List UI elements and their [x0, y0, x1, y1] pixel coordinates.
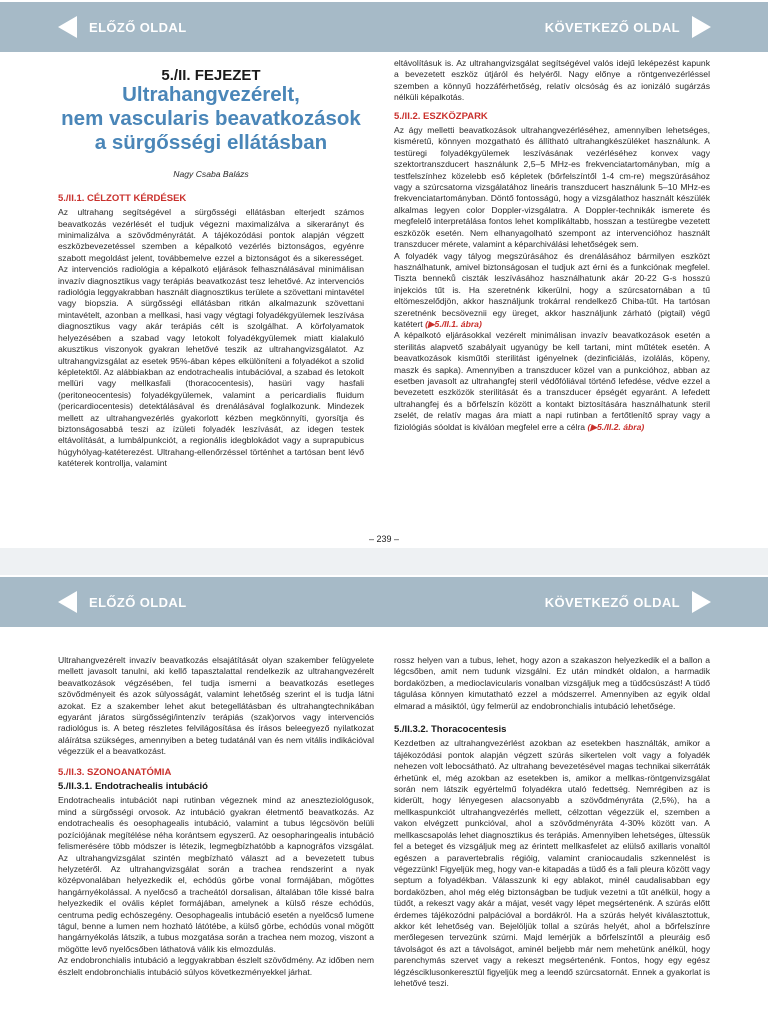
section2-paragraph-c	[394, 330, 710, 433]
top-navbar	[0, 2, 768, 52]
figure-ref-link-2[interactable]: (▶5./II.2. ábra)	[587, 421, 645, 432]
title-line-3: a sürgősségi ellátásban	[94, 131, 328, 155]
book-page-239	[0, 52, 768, 548]
figure-ref-link-1[interactable]: (▶5./II.1. ábra)	[425, 318, 482, 329]
subsection-heading-intubacio: 5./II.3.1. Endotrachealis intubáció	[58, 781, 208, 793]
intro-paragraph: Ultrahangvezérelt invazív beavatkozás elsajátítását olyan szakember felügyelete mellett javasolt tanulni, aki kellő tapasztalattal rendelkezik az ultrahangvezérelt beavatkozások végzésében, fel tudja ismerni a beavatkozás esetleges szövődményeit és azok súlyosságát, valamint lehetőség szerint el is tudja látni azokat. Ez a szakember lehet akut betegellátásban és ultrahangtechnikában egyaránt járatos sürgősségi/intenzív terápiás (szak)orvos vagy intervenciós radiológus is. A beteg részletes felvilágosítása és írásos beleegyező nyilatkozat aláírátsa szükséges, amennyiben a beteg tudatánál van és nem vitális indikációval végezzük el a beavatkozást.	[58, 655, 374, 757]
book-page-240	[0, 627, 768, 1024]
next-page-label: KÖVETKEZŐ OLDAL	[544, 19, 680, 35]
arrow-left-icon	[58, 591, 77, 613]
title-line-1: Ultrahangvezérelt,	[122, 83, 300, 107]
thoracocentesis-paragraph: Kezdetben az ultrahangvezérlést azokban az esetekben használták, amikor a tájékozódási pontok alapján végzett szúrás sikertelen volt vagy a folyadék nehezen volt lebocsátható. Az ultrahang bevezetésével magas technikai sikerráták érhetünk el, még azokban az esetekben is, amikor a mellkas-röntgenvizsgálat során nem látszik egyértelmű folyadékra utaló fedettség. Nemrégiben az is kiderült, hogy lényegesen alacsonyabb a szövődményráta (2,5%), ha a mellkaspunkciót ultrahangvezérlés mellett, célzottan végezzük el, szemben a vakon elvégzett punkcióval, ahol a szövődményráta 4-30% között van. A mellkascsapolás lehet diagnosztikus és terápiás. Amennyiben lehetséges, ültessük fel a beteget és vizsgáljuk meg az érintett mellkasfelet az elülső axillaris vonaltól egészen a paravertebralis régióig, valamint craniocaudalis szkennelést is végezzünk! Figyeljük meg, hogy van-e kitapadás a tüdő és a fali pleura között vagy septum a folyadékban. Válasszunk ki egy ablakot, minél caudalisabban egy bordaközben, ahol még elég biztonságban be tudjuk vezetni a tűt anélkül, hogy a tüdőt, a rekeszt vagy akár a májat, vesét vagy lépet megsértenénk. A szúrás előtt érdemes tájékozódni palpációval a bordákról. Ha a szúrás helyét kiválasztottuk, akkor két lehetőség van. Bejelöljük tollal a szúrás helyét, ahol a bőrfelszínre merőlegesen tervezünk szúrni. Majd lemérjük a bőrfelszíntől a pleuráig eső távolságot és azt a távolságot, aminél beljebb már nem mehetünk anélkül, hogy parenchymás szervet vagy a rekeszt megsértenénk. Fontos, hogy egy egész légzésciklusonkeresztül figyeljük meg a leendő szúrcsatornát. Ennek a gyakorlat is lehetővé teszi.	[394, 738, 710, 988]
title-line-2: nem vascularis beavatkozások	[61, 107, 361, 131]
section-heading-eszkozpark: 5./II.2. ESZKÖZPARK	[394, 110, 488, 122]
section2-paragraph-a: Az ágy melletti beavatkozások ultrahangvezérléséhez, amennyiben lehetséges, kisméretű, könnyen mozgatható és állítható ultrahangkészüléket használunk. A testüregi folyadékgyülemek leszívásának vezérléséhez konvex vagy szektortranszducert használunk 2,5–5 MHz-es frekvenciatartományban, míg a testfelszínhez közelebb eső képletek (bőrfelszíntől 1-4 cm-re) megszúrásához vagy a szúrcsatorna vizsgálatához lineáris transzducert használunk 5–10 MHz-es frekvenciatartományban. Döntő fontosságú, hogy a vizsgálathoz használt készülék alkalmas legyen color Doppler-vizsgálatra. A Doppler-technikák ismerete és megfelelő interpretálása fontos lehet komplikáltabb, hosszan a testüregbe vezetett eszközök esetén. Nem elhanyagolható szempont az intervencióhoz használt transzducer mérete, valamint a képarchiválási lehetőségek sem.	[394, 125, 710, 250]
subsection-heading-thoracocentesis: 5./II.3.2. Thoracocentesis	[394, 724, 507, 736]
previous-page-button-2[interactable]	[58, 591, 187, 613]
previous-page-label: ELŐZŐ OLDAL	[89, 19, 187, 35]
next-page-button[interactable]	[545, 16, 711, 38]
section2-paragraph-b-text: A folyadék vagy tályog megszúrásához és drenálásához bármilyen eszközt használhatunk, amivel biztonságosan el tudjuk azt érni és a funkciónak megfelel. Tiszta benneků ciszták leszívásához használhatunk akár 20-22 G-s hosszú injekciós tűt is. Ha szeretnénk kikerülni, hogy a szúrcsatornában a tű eltömeszelődjön, akkor használjunk trokárral rendelkező Chiba-tűt. Ha tartósan szeretnénk becsöveznii egy üreget, akkor használjunk zárható (pigtail) végű katétert	[394, 250, 710, 329]
page-separator	[0, 548, 768, 575]
arrow-right-icon	[692, 16, 711, 38]
previous-page-label-2: ELŐZŐ OLDAL	[89, 594, 187, 610]
intubation-paragraph: Endotrachealis intubációt napi rutinban végeznek mind az aneszteziológusok, mind a sürgősségi orvosok. Az intubáció gyakran életmentő beavatkozás. Az endotrachealis és oesophagealis intubáció, valamint a tubus légcsövön belüli pozíciójának megítélése néha korántsem egyszerű. Az oesopharingealis intubáció felismerésére több módszer is létezik, legmegbízhatóbb a kapnográfos vizsgálat. Az ultrahangvizsgálat szintén megbízható választ ad a bevezetett tubus helyzetéről. Az ultrahangvizsgálat során a trachea rendszerint a nyak középvonalában helyezkedik el, echódús görbe vonal formájában, mögöttes hangárnyékolással. A nyelőcső a tracheától dorsalisan, általában tőle kissé balra helyezkedik el ovális képlet formájában, amelynek a külső része echódús, centruma pedig echószegény. Oesophagealis intubáció esetén a nyelőcső lumene tágul, benne a lumen nem hozható látótébe, a külső görbe, echódús vonal mögött hangárnyékolás látszik, a tubus mozgatása során a trachea nem mozog, viszont a mögötte levő nyelőcsőben láthatová válik kis elmozdulás.	[58, 795, 374, 954]
section2-paragraph-c-text: A képalkotó eljárásokkal vezérelt minimálisan invazív beavatkozások esetén a sterilitás alapvető szabályait ugyanúgy be kell tartani, mint műtétek esetén. A beavatkozások kisműtői sterilitást igényelnek (dezinficiálás, izolálás, köpeny, maszk és sapka). Amennyiben a transzducer közel van a punkcióhoz, abban az esetben javasolt az ultrahangfej steril védőfóliával történő lefedése, védve ezzel a bevezetett eszközök sterilitását és a transzducer épségét egyaránt. A lefedett ultrahangfej és a bőrfelszín között a kontakt biztosítására használhatunk steril zselét, de relatív magas ára miatt a napi rutinban a fertőtlenítő spray vagy a fiziológiás sóoldat is kiválóan megfelel erre a célra	[394, 330, 710, 432]
middle-navbar	[0, 577, 768, 627]
section1-paragraph: Az ultrahang segítségével a sürgősségi ellátásban elterjedt számos beavatkozás vezérlését el tudjuk végezni maximalizálva a sikerarányt és minimalizálva a szövődményrátát. A tájékozódási pontok alapján végzett eszközbevezetéssel szemben a képalkotó vezérlés biztonságos, egyénre szabott megoldást jelent, továbbemelve ezzel a biztonságot és a sikerességet. Az intervenciós radiológia a képalkotó eljárások felhasználásával minimálisan invazív diagnosztikus vagy terápiás beavatkozást tesz lehetővé. Az intervenciós radiológia leggyakrabban használt diagnosztikus területe a szövettani mintavétel vagy biopszia. A sürgősségi ellátásban ritkán alkalmazunk szövettani mintavételt, azonban a mellkasi, hasi vagy végtagi folyadékgyülemek leszívása diagnosztikus vagy akár terápiás célt is szolgálhat. A körfolyamatok helyezésében a szabad vagy letokolt folyadékgyülemek miatt kialakuló akusztikus viszonyok gyakran lehetővé teszik az ultrahangvizsgálatot. Az ultrahangvizsgálat az esetek 95%-ában képes elkülöníteni a folyadékot a szolid képletektől. Az alábbiakban az endotrachealis intubációval, a szabad és letokolt mellüri vagy mellkasfali (thoracocentesis), hasüri vagy hasfali (peritoneocentesis) folyadékgyülemek, valamint a pericardialis fluidum (pericardiocentesis) detektálásával és drenálásával foglalkozunk. Mindezek mellett az ultrahangvezérlés gyakorlott kézben megkönnyíti, gyorsítja és biztonságosabbá teszi az ízületi folyadék leszívását, az idegen testek eltávolítását, a lumbálpunkciót, a regionális idegblokádot vagy a suprapubicus húgyhólyag-katéterezést. Ultrahang-ellenőrzéssel történhet a tartósan bent lévő katéterek kontrollja, valamint	[58, 207, 364, 469]
page1-left-column	[58, 56, 364, 470]
arrow-right-icon	[692, 591, 711, 613]
chapter-label: 5./II. FEJEZET	[161, 67, 261, 84]
section-heading-celzott-kerdesek: 5./II.1. CÉLZOTT KÉRDÉSEK	[58, 192, 187, 204]
next-page-label-2: KÖVETKEZŐ OLDAL	[544, 594, 680, 610]
page1-right-column	[394, 58, 710, 433]
section2-paragraph-b	[394, 251, 710, 331]
previous-page-button[interactable]	[58, 16, 187, 38]
author-name: Nagy Csaba Balázs	[173, 169, 249, 180]
intubation-paragraph-b: Az endobronchialis intubáció a leggyakrabban észlelt szövődmény. Az időben nem észlelt endobronchialis intubáció súlyos következményekkel járhat.	[58, 955, 374, 977]
next-page-button-2[interactable]	[545, 591, 711, 613]
page2-right-column	[394, 655, 710, 989]
page-number: – 239 –	[368, 534, 400, 544]
continuation-paragraph: eltávolításuk is. Az ultrahangvizsgálat segítségével valós idejű leképezést kapunk a bevezetett eszköz útjáról és helyéről. Nagy előnye a röntgenvezérléssel szemben a könnyű hozzáférhetőség, relatív olcsóság és az ionizáló sugárzás nélküli képalkotás.	[394, 58, 710, 103]
arrow-left-icon	[58, 16, 77, 38]
page2-left-column	[58, 655, 374, 978]
chapter-title	[58, 83, 364, 155]
continuation-paragraph-2: rossz helyen van a tubus, lehet, hogy azon a szakaszon helyezkedik el a ballon a légcsőben, amit nem tudunk vizsgálni. Ez után mindkét oldalon, a harmadik bordaközben, a medioclavicularis vonalban vizsgáljuk meg a tüdőcsúszást! A tüdő tágulása könnyen kimutatható ezzel a módszerrel. Amennyiben az egyik oldal elmarad a másiktól, úgy felmerül az endobronchialis intubáció lehetősége.	[394, 655, 710, 711]
section-heading-szonoanatomia: 5./II.3. SZONOANATÓMIA	[58, 766, 172, 778]
